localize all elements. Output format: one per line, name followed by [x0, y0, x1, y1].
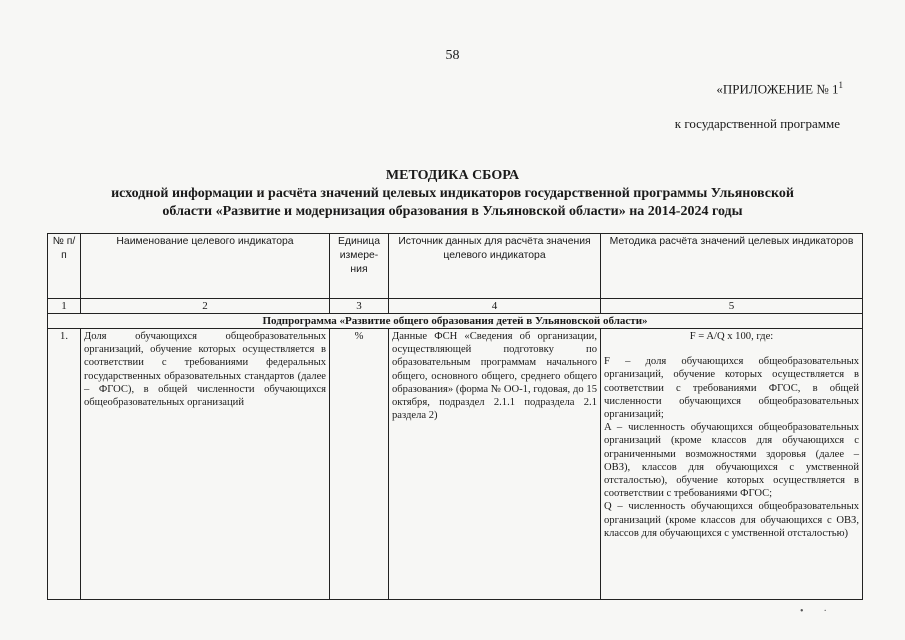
method-f-definition: F – доля обучающихся общеобразовательных организаций, обучение которых осуществляется в соответствии с требованиями ФГОС, в общей численности обучающихся общеобразовательных организаций; — [604, 356, 859, 421]
header-method: Методика расчёта значений целевых индикаторов — [601, 234, 863, 299]
column-numbers-row — [48, 299, 863, 314]
header-number: № п/п — [48, 234, 81, 299]
appendix-superscript: 1 — [838, 80, 843, 90]
program-reference: к государственной программе — [674, 116, 840, 131]
column-number: 3 — [330, 299, 389, 314]
column-number: 4 — [389, 299, 601, 314]
subprogram-row — [48, 314, 863, 329]
row-number: 1. — [48, 329, 81, 600]
appendix-label-text: «ПРИЛОЖЕНИЕ № 1 — [716, 81, 839, 97]
indicator-name: Доля обучающихся общеобразовательных организаций, обучение которых осуществляется в соответствии с требованиями федеральных государственных образовательных стандартов (далее – ФГОС), в общей численности обучающихся общеобразовательных организаций — [81, 329, 330, 600]
table-header-row — [48, 234, 863, 299]
document-title: МЕТОДИКА СБОРА — [385, 168, 520, 183]
appendix-label — [716, 80, 843, 97]
subprogram-title: Подпрограмма «Развитие общего образования детей в Ульяновской области» — [48, 314, 863, 329]
column-number: 1 — [48, 299, 81, 314]
column-number: 2 — [81, 299, 330, 314]
header-data-source: Источник данных для расчёта значения целевого индикатора — [389, 234, 601, 299]
table-row — [48, 329, 863, 600]
header-unit: Единица измере-ния — [330, 234, 389, 299]
header-indicator-name: Наименование целевого индикатора — [81, 234, 330, 299]
document-subtitle-line-2: области «Развитие и модернизация образования в Ульяновской области» на 2014-2024 годы — [162, 204, 743, 219]
method-a-definition: A – численность обучающихся общеобразовательных организаций (кроме классов для обучающихся с ограниченными возможностями здоровья (далее – ОВЗ), классов для обучающихся с умственной отсталостью), обучение которых осуществляется в соответствии с требованиями ФГОС; — [604, 422, 859, 500]
indicator-unit: % — [330, 329, 389, 600]
page-number: 58 — [445, 48, 460, 63]
data-source: Данные ФСН «Сведения об организации, осуществляющей подготовку по образовательным программам начального общего, основного общего, среднего общего образования» (форма № ОО-1, годовая, до 15 октября, подраздел 2.1.1 подраздела 2.1 раздела 2) — [389, 329, 601, 600]
calculation-method — [601, 329, 863, 600]
indicators-table — [47, 233, 863, 600]
method-q-definition: Q – численность обучающихся общеобразовательных организаций (кроме классов для обучающихся с ОВЗ, классов для обучающихся с умственной отсталостью) — [604, 501, 859, 539]
document-subtitle-line-1: исходной информации и расчёта значений целевых индикаторов государственной программы Ульяновской — [111, 186, 794, 201]
column-number: 5 — [601, 299, 863, 314]
formula: F = A/Q x 100, где: — [689, 331, 774, 342]
scan-artifact: • · — [800, 606, 827, 617]
